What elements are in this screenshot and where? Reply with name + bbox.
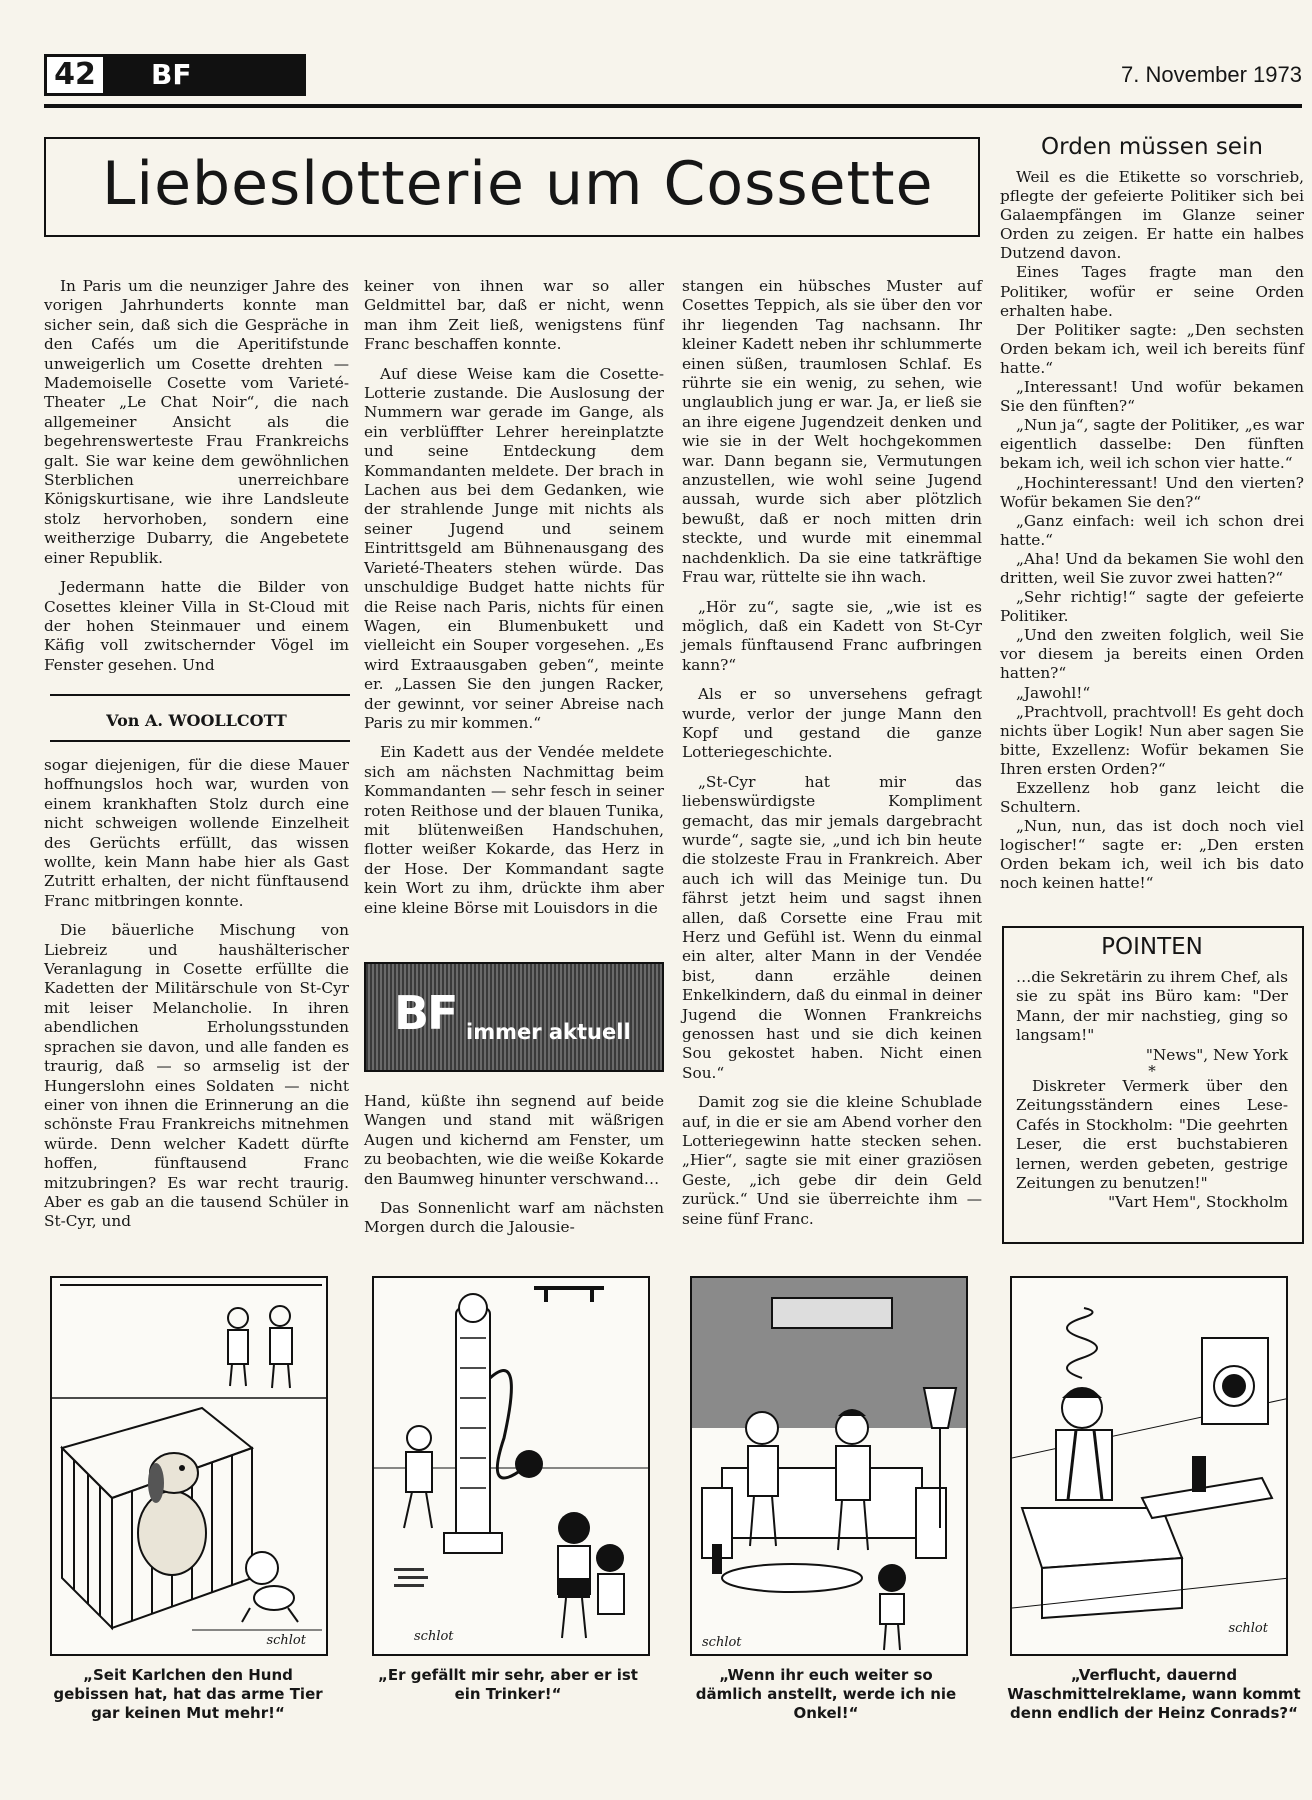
page-header	[44, 54, 1302, 104]
paragraph: Ein Kadett aus der Vendée meldete sich am nächsten Nachmittag beim Kommandanten — sehr fesch in seiner roten Reithose und der blauen Tunika, mit blütenweißen Handschuhen, flotter weißer Kokarde, das Herz in der Hose. Der Kommandant sagte kein Wort zu ihm, drückte ihm aber eine kleine Börse mit Louisdors in die	[364, 743, 664, 917]
paragraph: „Nun ja“, sagte der Politiker, „es war eigentlich dasselbe: Den fünften bekam ich, weil ich schon vier hatte.“	[1000, 416, 1304, 473]
paragraph: „Ganz einfach: weil ich schon drei hatte.“	[1000, 511, 1304, 549]
cartoon-signature: schlot	[702, 1635, 742, 1650]
cartoon-signature: schlot	[1228, 1621, 1268, 1636]
paragraph: sogar diejenigen, für die diese Mauer hoffnungslos hoch war, wurden von einem krankhaften Stolz durch eine nicht schweigen wollende Einzelheit des Gerüchts erfüllt, das wissen wollte, kein Mann habe hier als Gast Zutritt erhalten, der nicht fünftausend Franc mitbringen konnte.	[44, 756, 349, 910]
paragraph: Jedermann hatte die Bilder von Cosettes kleiner Villa in St-Cloud mit der hohen Steinmauer und einem Käfig voll zwitschernder Vögel im Fenster gesehen. Und	[44, 578, 349, 674]
paragraph: „Sehr richtig!“ sagte der gefeierte Politiker.	[1000, 588, 1304, 626]
cartoon-2-caption: „Er gefällt mir sehr, aber er ist ein Trinker!“	[378, 1666, 638, 1703]
sidebar-column	[1000, 168, 1304, 894]
paragraph: „Hör zu“, sagte sie, „wie ist es möglich, daß ein Kadett von St-Cyr jemals fünftausend Franc aufbringen kann?“	[682, 597, 982, 674]
pointen-separator: *	[1148, 1062, 1156, 1081]
ad-logo: BF	[394, 986, 457, 1040]
paragraph: Auf diese Weise kam die Cosette-Lotterie zustande. Die Auslosung der Nummern war gerade im Gange, als ein verblüffter Lehrer hereinplatzte und seine Entdeckung dem Kommandanten meldete. Der brach in Lachen aus bei dem Gedanken, wie der strahlende Junge mit nichts als seiner Jugend und seinem Eintrittsgeld am Bühnenausgang des Varieté-Theaters stehen würde. Das unschuldige Budget hatte nichts für die Reise nach Paris, nichts für einen Wagen, ein Blumenbukett und vielleicht ein Souper vorgesehen. „Es wird Extraausgaben geben“, meinte er. „Lassen Sie den jungen Racker, der gewinnt, vor seiner Abreise nach Paris zu mir kommen.“	[364, 364, 664, 732]
article-column-1-top	[44, 277, 349, 685]
paragraph: „Und den zweiten folglich, weil Sie vor diesem ja bereits einen Orden hatten?“	[1000, 626, 1304, 683]
paragraph: „Prachtvoll, prachtvoll! Es geht doch nichts über Logik! Nun aber sagen Sie bitte, Exzellenz: Wofür bekamen Sie Ihren ersten Orden?“	[1000, 702, 1304, 778]
paragraph: In Paris um die neunziger Jahre des vorigen Jahrhunderts konnte man sicher sein, daß sich die Gespräche in den Cafés um die Aperitifstunde unweigerlich um Cosette drehten — Mademoiselle Cosette vom Varieté-Theater „Le Chat Noir“, die nach allgemeiner Ansicht als die begehrenswerteste Frau Frankreichs galt. Sie war keine dem gewöhnlichen Sterblichen unerreichbare Königskurtisane, wie ihre Landsleute stolz hervorhoben, sondern eine weitherzige Dubarry, die Angebetete einer Republik.	[44, 277, 349, 567]
paragraph: stangen ein hübsches Muster auf Cosettes Teppich, als sie über den vor ihr liegenden Tag nachsann. Ihr kleiner Kadett neben ihr schlummerte einen süßen, traumlosen Schlaf. Es rührte sie ein wenig, zu sehen, wie unglaublich jung er war. Ja, er ließ sie an ihre eigene Jugendzeit denken und wie sie in der Welt hochgekommen war. Dann begann sie, Vermutungen anzustellen, wie wohl seine Jugend aussah, wurde sich aber plötzlich bewußt, daß er noch mitten drin steckte, und wurde mit einemmal nachdenklich. Da sie eine tatkräftige Frau war, rüttelte sie ihn wach.	[682, 277, 982, 587]
pointen-item-1: …die Sekretärin zu ihrem Chef, als sie zu spät ins Büro kam: "Der Mann, der mir nachstieg, ging so langsam!"	[1016, 968, 1288, 1045]
article-column-2-top	[364, 277, 664, 928]
pointen-box	[1002, 926, 1304, 1244]
article-column-2-bottom	[364, 1092, 664, 1248]
paragraph: „Hochinteressant! Und den vierten? Wofür bekamen Sie den?“	[1000, 473, 1304, 511]
cartoon-1-caption: „Seit Karlchen den Hund gebissen hat, hat das arme Tier gar keinen Mut mehr!“	[53, 1666, 323, 1722]
cartoon-3-drawing	[692, 1278, 968, 1656]
pointen-source-1: "News", New York	[1145, 1045, 1288, 1064]
cartoon-signature: schlot	[266, 1633, 306, 1648]
paragraph: Die bäuerliche Mischung von Liebreiz und haushälterischer Veranlagung in Cosette erfüllte die Kadetten der Militärschule von St-Cyr mit leiser Melancholie. In ihren abendlichen Erholungsstunden sprachen sie davon, und alle fanden es traurig, daß — so armselig ist der Hungerslohn eines Soldaten — nicht einer von ihnen die Erinnerung an die schönste Frau Frankreichs mitnehmen würde. Denn welcher Kadett dürfte hoffen, fünftausend Franc mitzubringen? Es war recht traurig. Aber es gab an die tausend Schüler in St-Cyr, und	[44, 921, 349, 1231]
paragraph: „St-Cyr hat mir das liebenswürdigste Kompliment gemacht, das mir jemals dargebracht wurde“, sagte sie, „und ich bin heute die stolzeste Frau in Frankreich. Aber auch ich will das Meinige tun. Du fährst jetzt heim und sagst ihnen allen, daß Corsette eine Frau mit Herz und Gefühl ist. Wenn du einmal ein alter, alter Mann in der Vendée bist, dann erzähle deinen Enkelkindern, daß du einmal in deiner Jugend die Wonnen Frankreichs genossen hast und sie dich keinen Sou gekostet haben. Nicht einen Sou.“	[682, 772, 982, 1082]
page-number: 42	[44, 54, 106, 96]
cartoon-1	[50, 1276, 328, 1656]
cartoon-3-caption: „Wenn ihr euch weiter so dämlich anstellt, werde ich nie Onkel!“	[695, 1666, 957, 1722]
pointen-title: POINTEN	[1101, 934, 1203, 960]
paragraph: „Nun, nun, das ist doch noch viel logischer!“ sagte er: „Den ersten Orden bekam ich, weil ich bis dato noch keinen hatte!“	[1000, 817, 1304, 893]
paragraph: Hand, küßte ihn segnend auf beide Wangen und stand mit wäßrigen Augen und kichernd am Fenster, um zu beobachten, wie die weiße Kokarde den Baumweg hinunter verschwand…	[364, 1092, 664, 1188]
byline-rule-bottom	[50, 740, 350, 742]
paragraph: Eines Tages fragte man den Politiker, wofür er seine Orden erhalten habe.	[1000, 263, 1304, 320]
cartoon-3	[690, 1276, 968, 1656]
paragraph: „Aha! Und da bekamen Sie wohl den dritten, weil Sie zuvor zwei hatten?“	[1000, 549, 1304, 587]
bf-ad-box	[364, 962, 664, 1072]
cartoon-1-drawing	[52, 1278, 328, 1656]
article-column-3	[682, 277, 982, 1239]
paragraph: Der Politiker sagte: „Den sechsten Orden bekam ich, weil ich bereits fünf hatte.“	[1000, 320, 1304, 377]
paragraph: Das Sonnenlicht warf am nächsten Morgen durch die Jalousie-	[364, 1199, 664, 1237]
byline-rule-top	[50, 694, 350, 696]
cartoon-4-drawing	[1012, 1278, 1288, 1656]
paragraph: Als er so unversehens gefragt wurde, verlor der junge Mann den Kopf und gestand die ganze Lotteriegeschichte.	[682, 685, 982, 762]
issue-date: 7. November 1973	[1121, 62, 1302, 87]
cartoon-4-caption: „Verflucht, dauernd Waschmittelreklame, wann kommt denn endlich der Heinz Conrads?“	[1007, 1666, 1301, 1722]
sidebar-title: Orden müssen sein	[1041, 134, 1263, 160]
section-logo: BF	[106, 54, 306, 96]
headline-box	[44, 137, 980, 237]
pointen-item-2: Diskreter Vermerk über den Zeitungsständern eines Lese-Cafés in Stockholm: "Die geehrten Leser, die erst buchstabieren lernen, werden gebeten, gestrige Zeitungen zu benutzen!"	[1016, 1077, 1288, 1193]
paragraph: Exzellenz hob ganz leicht die Schultern.	[1000, 779, 1304, 817]
header-rule	[44, 104, 1302, 108]
ad-text: immer aktuell	[466, 1020, 631, 1044]
article-column-1-bottom	[44, 756, 349, 1242]
headline: Liebeslotterie um Cossette	[102, 149, 934, 219]
cartoon-signature: schlot	[414, 1629, 454, 1644]
cartoon-4	[1010, 1276, 1288, 1656]
paragraph: Damit zog sie die kleine Schublade auf, in die er sie am Abend vorher den Lotteriegewinn hatte stecken sehen. „Hier“, sagte sie mit einer graziösen Geste, „ich gebe dir dein Geld zurück.“ Und sie überreichte ihm — seine fünf Franc.	[682, 1093, 982, 1228]
cartoon-2-drawing	[374, 1278, 650, 1656]
byline: Von A. WOOLLCOTT	[106, 711, 287, 730]
paragraph: „Interessant! Und wofür bekamen Sie den fünften?“	[1000, 378, 1304, 416]
cartoon-2	[372, 1276, 650, 1656]
pointen-source-2: "Vart Hem", Stockholm	[1108, 1193, 1288, 1212]
paragraph: Weil es die Etikette so vorschrieb, pflegte der gefeierte Politiker sich bei Galaempfängen im Glanze seiner Orden zu zeigen. Er hatte ein halbes Dutzend davon.	[1000, 168, 1304, 263]
paragraph: keiner von ihnen war so aller Geldmittel bar, daß er nicht, wenn man ihm Zeit ließ, wenigstens fünf Franc beschaffen konnte.	[364, 277, 664, 354]
paragraph: „Jawohl!“	[1016, 683, 1091, 702]
